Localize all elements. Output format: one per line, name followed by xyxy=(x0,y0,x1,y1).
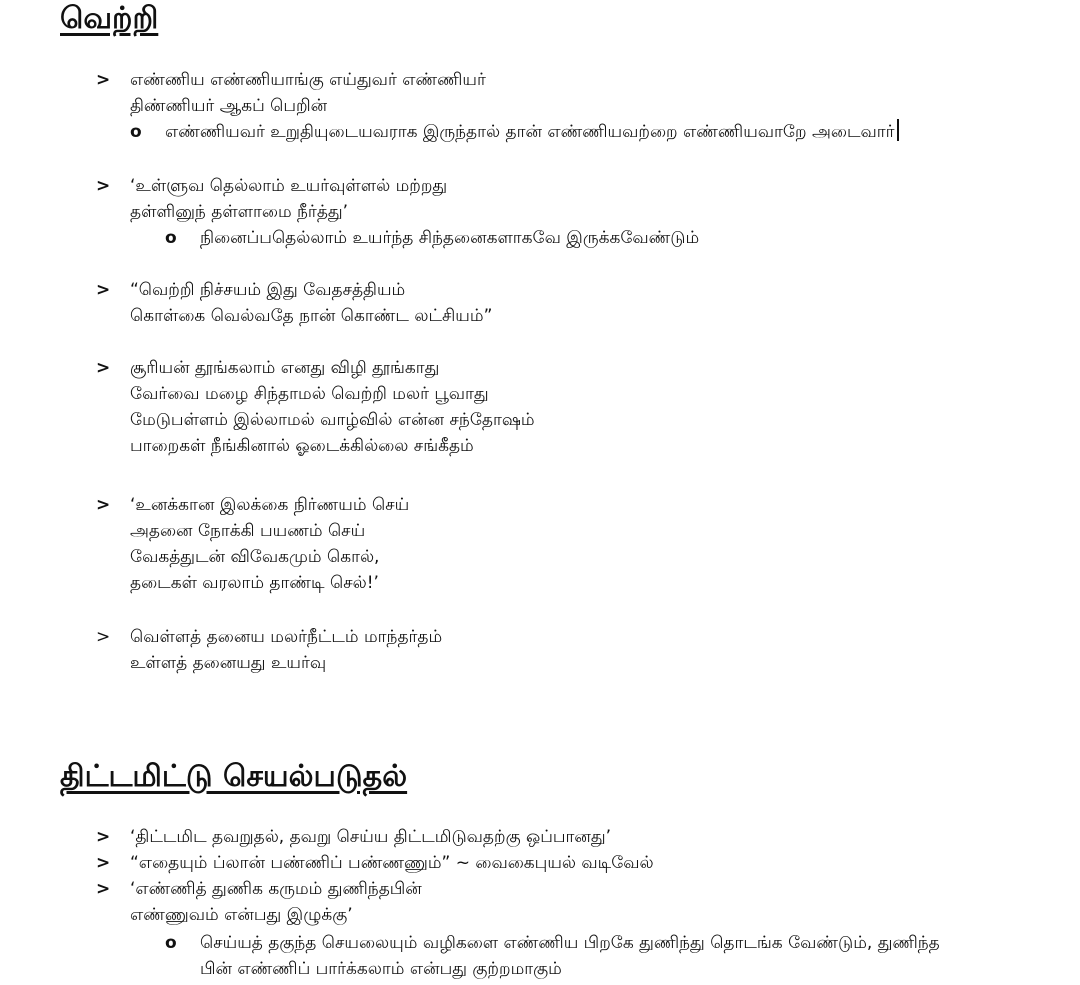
verse-line: பாறைகள் நீங்கினால் ஓடைக்கில்லை சங்கீதம் xyxy=(130,436,474,456)
section-heading-planning: திட்டமிட்டு செயல்படுதல் xyxy=(60,759,408,794)
bullet-arrow: > xyxy=(96,358,111,378)
sub-list-item-continuation xyxy=(0,956,1080,982)
verse-line: “எதையும் ப்லான் பண்ணிப் பண்ணணும்” ~ வைகைபுயல் வடிவேல் xyxy=(130,853,654,873)
bullet-arrow: > xyxy=(96,827,111,847)
bullet-arrow: > xyxy=(96,627,111,647)
text-cursor xyxy=(897,119,899,141)
sub-item-text: எண்ணியவர் உறுதியுடையவராக இருந்தால் தான் எண்ணியவற்றை எண்ணியவாறே அடைவார் xyxy=(165,119,899,145)
verse-line: தள்ளினுந் தள்ளாமை நீர்த்து’ xyxy=(130,202,349,222)
verse-line: சூரியன் தூங்கலாம் எனது விழி தூங்காது xyxy=(130,358,440,378)
sub-bullet: o xyxy=(165,933,177,953)
verse-line: “வெற்றி நிச்சயம் இது வேதசத்தியம் xyxy=(130,280,406,300)
verse-line: உள்ளத் தனையது உயர்வு xyxy=(130,653,327,673)
verse-line: திண்ணியர் ஆகப் பெறின் xyxy=(130,96,328,116)
verse-line: வெள்ளத் தனைய மலர்நீட்டம் மாந்தர்தம் xyxy=(130,627,443,647)
verse-line: எண்ணிய எண்ணியாங்கு எய்துவர் எண்ணியர் xyxy=(130,70,486,90)
verse-line: ‘உனக்கான இலக்கை நிர்ணயம் செய் xyxy=(130,495,410,515)
verse-line: ‘எண்ணித் துணிக கருமம் துணிந்தபின் xyxy=(130,879,422,899)
sub-list-item xyxy=(0,930,1080,956)
sub-list-item xyxy=(0,119,1080,145)
verse-line: அதனை நோக்கி பயணம் செய் xyxy=(130,521,366,541)
verse-line: மேடுபள்ளம் இல்லாமல் வாழ்வில் என்ன சந்தோஷம் xyxy=(130,410,535,430)
sub-item-text: செய்யத் தகுந்த செயலையும் வழிகளை எண்ணிய பிறகே துணிந்து தொடங்க வேண்டும், துணிந்த xyxy=(200,933,940,953)
verse-line: தடைகள் வரலாம் தாண்டி செல்!’ xyxy=(130,573,379,593)
verse-line: எண்ணுவம் என்பது இழுக்கு’ xyxy=(130,905,353,925)
verse-line: ‘உள்ளுவ தெல்லாம் உயர்வுள்ளல் மற்றது xyxy=(130,176,448,196)
verse-line: ‘திட்டமிட தவறுதல், தவறு செய்ய திட்டமிடுவதற்கு ஒப்பானது’ xyxy=(130,827,612,847)
verse-line: கொள்கை வெல்வதே நான் கொண்ட லட்சியம்” xyxy=(130,306,493,326)
bullet-arrow: > xyxy=(96,879,111,899)
verse-line: வேர்வை மழை சிந்தாமல் வெற்றி மலர் பூவாது xyxy=(130,384,489,404)
sub-bullet: o xyxy=(165,228,177,248)
sub-bullet: o xyxy=(130,122,142,142)
bullet-arrow: > xyxy=(96,280,111,300)
sub-list-item xyxy=(0,225,1080,251)
bullet-arrow: > xyxy=(96,70,111,90)
sub-item-text: பின் எண்ணிப் பார்க்கலாம் என்பது குற்றமாகும் xyxy=(200,959,562,979)
sub-item-text: நினைப்பதெல்லாம் உயர்ந்த சிந்தனைகளாகவே இருக்கவேண்டும் xyxy=(200,228,700,248)
bullet-arrow: > xyxy=(96,495,111,515)
bullet-arrow: > xyxy=(96,853,111,873)
verse-line: வேகத்துடன் விவேகமும் கொல், xyxy=(130,547,380,567)
section-heading-vetri: வெற்றி xyxy=(60,1,159,36)
bullet-arrow: > xyxy=(96,176,111,196)
